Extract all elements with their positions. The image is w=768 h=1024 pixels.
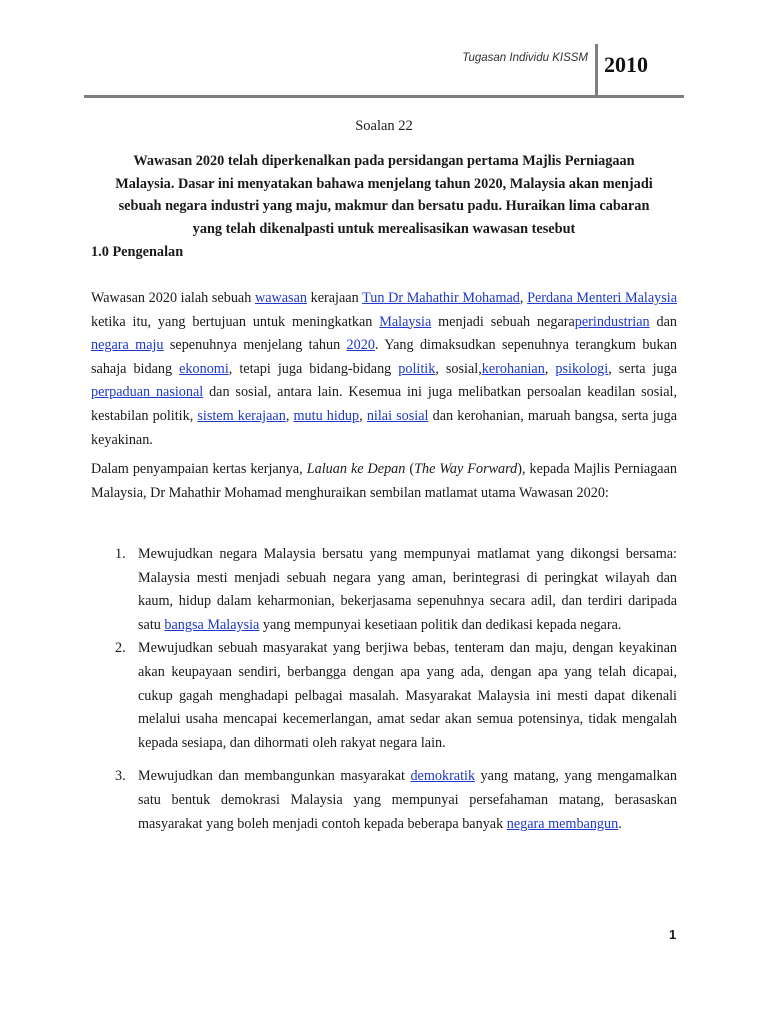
list-item-number: 1. xyxy=(115,546,126,562)
text-run: menjadi sebuah negara xyxy=(431,313,575,330)
text-run: , tetapi juga bidang-bidang xyxy=(228,360,399,377)
header-year: 2010 xyxy=(604,52,648,77)
list-item-text xyxy=(138,768,677,831)
hyperlink[interactable]: Perdana Menteri Malaysia xyxy=(527,290,677,306)
hyperlink[interactable]: nilai sosial xyxy=(366,407,429,424)
header-rule xyxy=(84,95,684,98)
hyperlink[interactable]: negara membangun xyxy=(506,815,619,832)
text-run: , xyxy=(544,360,556,377)
hyperlink[interactable]: sistem kerajaan xyxy=(197,407,286,424)
text-run: Dalam penyampaian kertas kerjanya, xyxy=(91,461,307,477)
list-item-text xyxy=(138,546,677,633)
text-run: , xyxy=(519,290,528,306)
header-divider-vertical xyxy=(595,44,598,98)
hyperlink[interactable]: negara maju xyxy=(91,337,164,354)
hyperlink[interactable]: kerohanian xyxy=(481,360,545,377)
text-run: Mewujudkan dan membangunkan masyarakat xyxy=(138,768,411,785)
text-run: . xyxy=(618,815,622,832)
hyperlink[interactable]: Malaysia xyxy=(379,313,432,330)
text-run: Mewujudkan sebuah masyarakat yang berjiwa bebas, tenteram dan maju, dengan keyakinan akan keupayaan sendiri, berbangga dengan apa yang ada, dengan apa yang telah dicapai, cukup gagah menghadapi pelbagai masalah. Masyarakat Malaysia ini mesti dapat dikenali melalui usaha mencapai kecemerlangan, amat sedar akan semua potensinya, tidak mengalah kepada sesiapa, dan dihormati oleh rakyat negara lain. xyxy=(138,640,677,751)
text-run: kerajaan xyxy=(306,290,363,306)
hyperlink[interactable]: perpaduan nasional xyxy=(91,384,204,401)
hyperlink[interactable]: bangsa Malaysia xyxy=(164,616,260,633)
list-item-text xyxy=(138,640,677,750)
text-run: , xyxy=(359,407,367,424)
list-item xyxy=(91,543,677,637)
second-paragraph xyxy=(91,458,677,505)
italic-text: Laluan ke Depan xyxy=(306,461,406,477)
text-run: sepenuhnya menjelang tahun xyxy=(163,337,347,354)
hyperlink[interactable]: ekonomi xyxy=(179,360,229,377)
question-number: Soalan 22 xyxy=(355,118,413,134)
list-item xyxy=(91,765,677,836)
hyperlink[interactable]: politik xyxy=(398,360,436,377)
italic-text: The Way Forward xyxy=(414,461,518,477)
hyperlink[interactable]: demokratik xyxy=(410,768,476,785)
text-run: , sosial, xyxy=(435,360,482,377)
text-run: yang matang, yang mengamalkan satu bentuk demokrasi Malaysia yang mempunyai persefahaman matang, berasaskan masyarakat yang boleh menjadi contoh kepada beberapa banyak xyxy=(138,768,677,832)
question-text: Wawasan 2020 telah diperkenalkan pada persidangan pertama Majlis Perniagaan Malaysia. Dasar ini menyatakan bahawa menjelang tahun 2020, Malaysia akan menjadi sebuah negara industri yang maju, makmur dan bersatu padu. Huraikan lima cabaran yang telah dikenalpasti untuk merealisasikan wawasan tesebut xyxy=(115,153,653,237)
list-item xyxy=(91,637,677,755)
hyperlink[interactable]: Tun Dr Mahathir Mohamad xyxy=(362,290,520,306)
header-course: Tugasan Individu KISSM xyxy=(462,52,588,64)
goals-list xyxy=(91,543,677,836)
text-run: , serta juga xyxy=(608,360,678,377)
page-number: 1 xyxy=(669,927,677,942)
text-run: , xyxy=(285,407,294,424)
hyperlink[interactable]: psikologi xyxy=(555,360,609,377)
section-heading: 1.0 Pengenalan xyxy=(91,244,184,260)
list-item-number: 2. xyxy=(115,640,126,657)
list-item-number: 3. xyxy=(115,768,126,785)
intro-paragraph xyxy=(91,287,677,452)
text-run: Wawasan 2020 ialah sebuah xyxy=(91,290,255,306)
text-run: Mewujudkan negara Malaysia bersatu yang mempunyai matlamat yang dikongsi bersama: Malaysia mesti menjadi sebuah negara yang aman, berintegrasi di peringkat wilayah dan kaum, hidup dalam keharmonian, bekerjasama sepenuhnya secara adil, dan terdiri daripada satu xyxy=(138,546,677,633)
text-run: yang mempunyai kesetiaan politik dan dedikasi kepada negara. xyxy=(259,616,622,633)
hyperlink[interactable]: mutu hidup xyxy=(293,407,360,424)
text-run: ketika itu, yang bertujuan untuk meningkatkan xyxy=(91,313,380,330)
hyperlink[interactable]: perindustrian xyxy=(574,313,650,330)
text-run: dan sosial, antara lain. Kesemua ini juga melibatkan persoalan keadilan sosial, kestabilan politik, xyxy=(91,384,677,424)
text-run: ), kepada Majlis Perniagaan Malaysia, Dr Mahathir Mohamad menghuraikan sembilan matlamat utama Wawasan 2020: xyxy=(91,461,677,501)
text-run: dan xyxy=(649,313,677,330)
hyperlink[interactable]: wawasan xyxy=(254,290,307,306)
hyperlink[interactable]: 2020 xyxy=(346,337,375,354)
text-run: ( xyxy=(405,461,415,477)
text-run: . Yang dimaksudkan sepenuhnya terangkum bukan sahaja bidang xyxy=(91,337,677,377)
text-run: dan kerohanian, maruah bangsa, serta juga keyakinan. xyxy=(91,407,678,448)
